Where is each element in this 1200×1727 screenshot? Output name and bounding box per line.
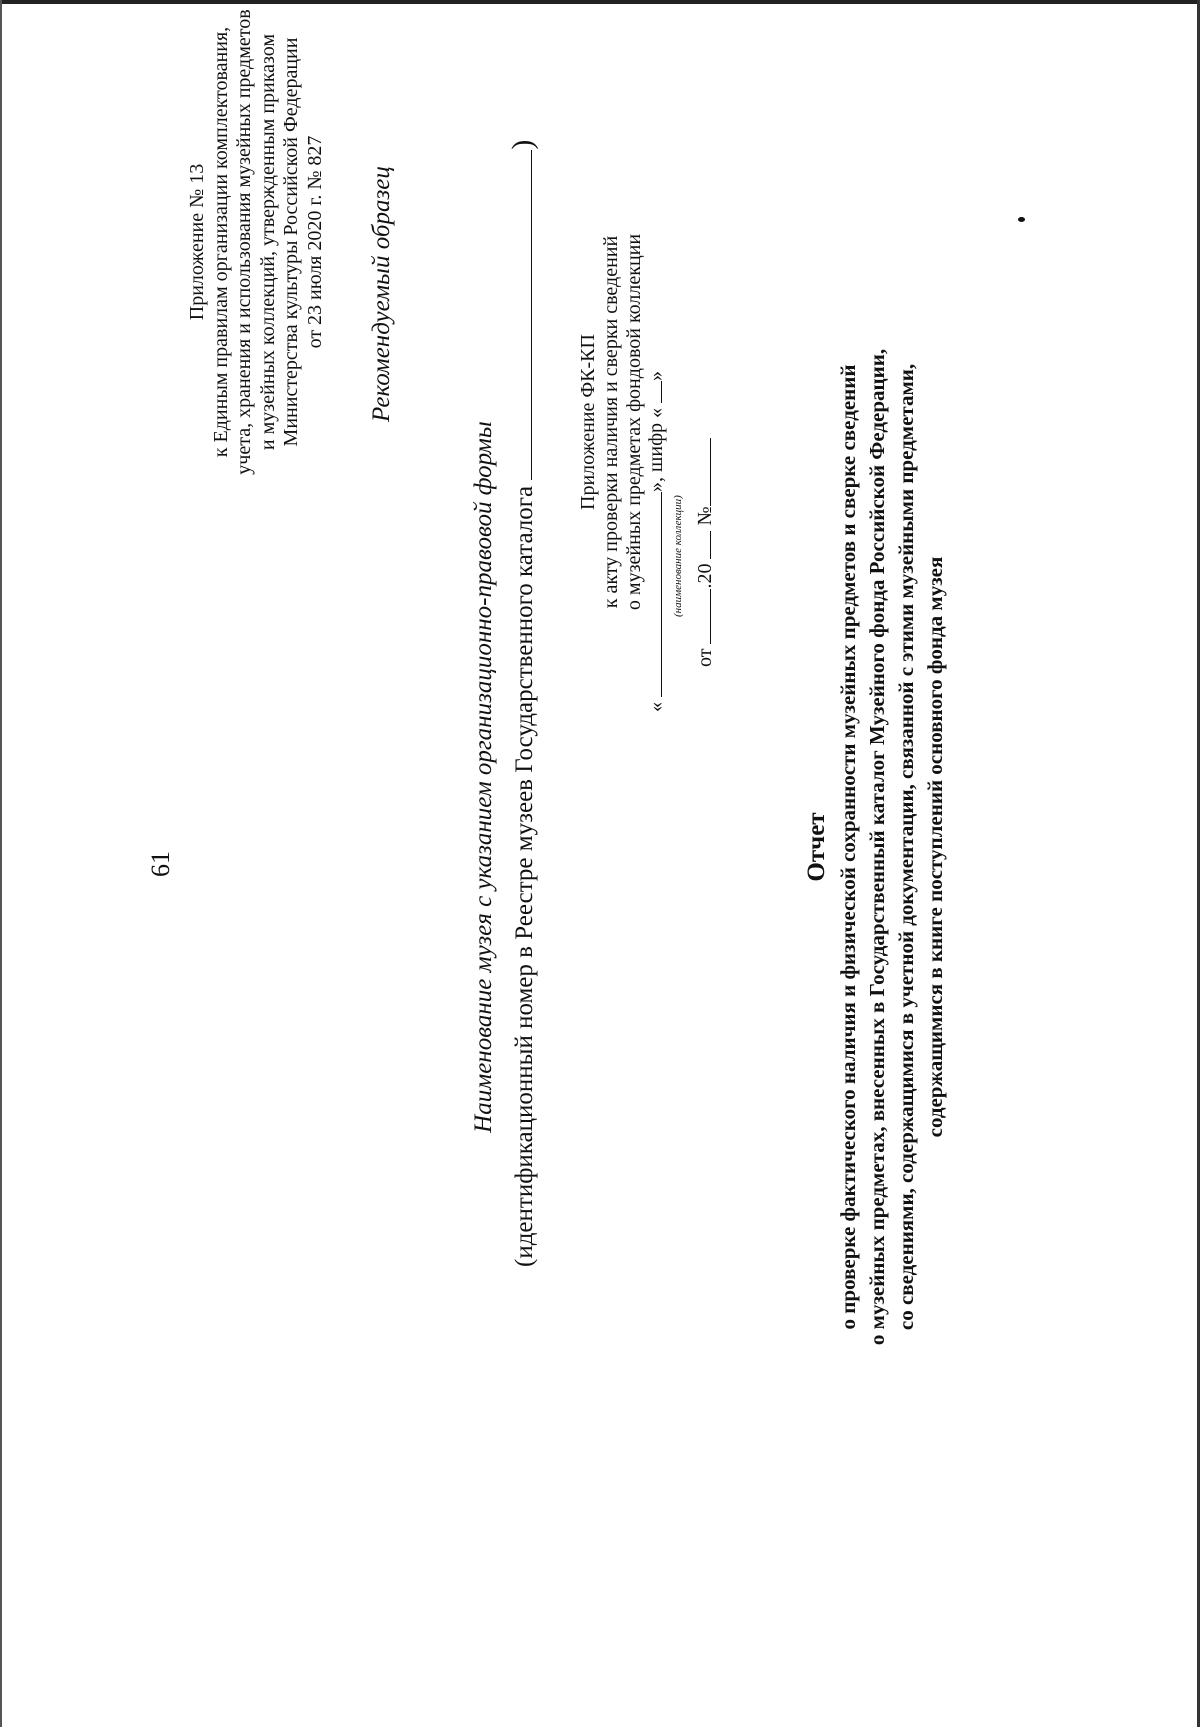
number-sign: № xyxy=(694,506,716,526)
cipher-label: », шифр « xyxy=(645,407,667,492)
number-blank xyxy=(694,438,711,506)
collection-quote-open: « xyxy=(645,702,667,712)
report-heading xyxy=(800,147,950,1547)
page-number: 61 xyxy=(146,851,175,877)
appendix-13-header xyxy=(186,0,327,542)
report-subtitle-line: со сведениями, содержащимися в учетной документации, связанной с этими музейными предметами, xyxy=(894,363,918,1331)
appendix-13-line: учета, хранения и использования музейных предметов xyxy=(233,9,255,475)
catalog-id-line xyxy=(506,140,540,1267)
fkkp-appendix-header xyxy=(577,172,646,672)
appendix-13-line: от 23 июля 2020 г. № 827 xyxy=(303,135,326,349)
collection-cipher-line xyxy=(645,371,668,712)
appendix-13-line: и музейных коллекций, утвержденным приказом xyxy=(256,33,279,451)
fkkp-line: о музейных предметах фондовой коллекции xyxy=(623,233,645,611)
appendix-13-line: Приложение № 13 xyxy=(186,163,208,321)
catalog-id-close-paren: ) xyxy=(506,139,539,150)
report-title: Отчет xyxy=(803,812,830,882)
date-day-blank xyxy=(694,589,711,644)
appendix-13-line: Министерства культуры Российской Федерации xyxy=(280,37,302,447)
catalog-id-blank xyxy=(530,150,532,480)
date-number-line xyxy=(694,438,717,667)
report-subtitle-line: о проверке фактического наличия и физической сохранности музейных предметов и сверке сведений xyxy=(836,364,860,1330)
appendix-13-line: к Единым правилам организации комплектования, xyxy=(209,26,232,458)
scan-speck xyxy=(1018,217,1025,222)
catalog-id-label: (идентификационный номер в Реестре музеев Государственного каталога xyxy=(511,485,538,1267)
date-from-label: от xyxy=(694,648,716,667)
collection-name-blank xyxy=(645,492,662,697)
fkkp-line: Приложение ФК-КП xyxy=(577,334,599,510)
cipher-blank xyxy=(645,381,662,403)
report-subtitle-line: о музейных предметах, внесенных в Государственный каталог Музейного фонда Российской Федерации, xyxy=(865,348,889,1346)
museum-name-placeholder: Наименование музея с указанием организационно-правовой формы xyxy=(470,421,497,1133)
date-year-label: .20 xyxy=(694,563,716,589)
collection-name-hint: (наименование коллекции) xyxy=(672,495,684,617)
cipher-quote-close: » xyxy=(645,370,667,381)
date-year-blank xyxy=(694,531,711,559)
fkkp-line: к акту проверки наличия и сверки сведений xyxy=(600,235,622,609)
recommended-sample-label: Рекомендуемый образец xyxy=(368,166,395,422)
report-subtitle-line: содержащимися в книге поступлений основного фонда музея xyxy=(923,556,947,1138)
